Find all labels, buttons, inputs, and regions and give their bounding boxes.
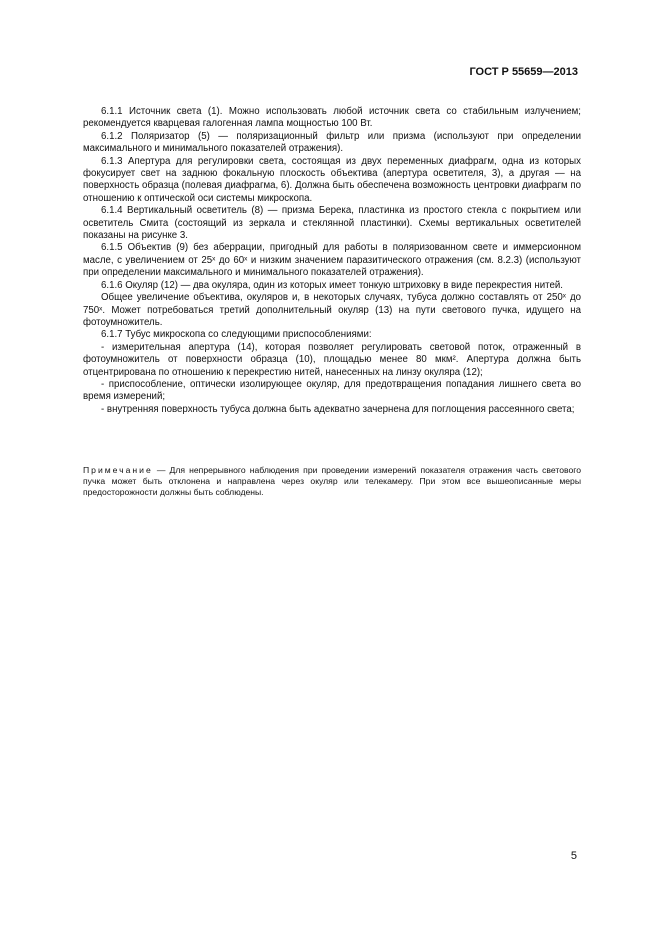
paragraph-6-1-4: 6.1.4 Вертикальный осветитель (8) — призма Берека, пластинка из простого стекла с покрытием или осветитель Смита (состоящий из зеркала и стеклянной пластинки). Схемы вертикальных осветителей показаны на рисунке 3. <box>83 205 581 242</box>
list-item-eyepiece-isolation: - приспособление, оптически изолирующее окуляр, для предотвращения попадания лишнего света во время измерений; <box>83 378 581 403</box>
paragraph-6-1-6: 6.1.6 Окуляр (12) — два окуляра, один из которых имеет тонкую штриховку в виде перекрестия нитей. <box>101 279 563 291</box>
note-text: — Для непрерывного наблюдения при проведении измерений показателя отражения часть светового пучка может быть отклонена и направлена через окуляр или телекамеру. При этом все вышеописанные меры предосторожности должны быть соблюдены. <box>83 465 581 497</box>
note-label: Примечание <box>83 465 153 475</box>
paragraph-6-1-5: 6.1.5 Объектив (9) без аберрации, пригодный для работы в поляризованном свете и иммерсионном масле, с увеличением от 25ˣ до 60ˣ и низким значением паразитического отражения (см. 8.2.3) (используют при определении максимального и минимального показателей отражения). <box>83 242 581 279</box>
paragraph-6-1-7: 6.1.7 Тубус микроскопа со следующими приспособлениями: <box>101 329 372 341</box>
paragraph-6-1-3: 6.1.3 Апертура для регулировки света, состоящая из двух переменных диафрагм, одна из которых фокусирует свет на заднюю фокальную плоскость объектива (апертура осветителя, 3), а другая — на поверхность образца (полевая диафрагма, 6). Должна быть обеспечена возможность центровки диафрагм по отношению к оптической оси системы микроскопа. <box>83 155 581 204</box>
document-id-header: ГОСТ Р 55659—2013 <box>469 66 578 78</box>
list-item-measuring-aperture: - измерительная апертура (14), которая позволяет регулировать световой поток, отраженный в фотоумножитель от поверхности образца (10), площадью менее 80 мкм². Апертура должна быть отцентрирована по отношению к перекрестию нитей, нанесенных на линзу окуляра (12); <box>83 341 581 378</box>
document-body <box>83 106 581 416</box>
page-number: 5 <box>570 850 577 862</box>
note-paragraph <box>83 465 581 498</box>
note-block <box>83 465 581 498</box>
paragraph-6-1-1: 6.1.1 Источник света (1). Можно использовать любой источник света со стабильным излучением; рекомендуется кварцевая галогенная лампа мощностью 100 Вт. <box>83 106 581 130</box>
paragraph-6-1-2: 6.1.2 Поляризатор (5) — поляризационный фильтр или призма (используют при определении максимального и минимального показателей отражения). <box>83 130 581 155</box>
paragraph-total-magnification: Общее увеличение объектива, окуляров и, в некоторых случаях, тубуса должно составлять от 250ˣ до 750ˣ. Может потребоваться третий дополнительный окуляр (13) на пути светового пучка, идущего на фотоумножитель. <box>83 292 581 328</box>
list-item-tube-blackening: - внутренняя поверхность тубуса должна быть адекватно зачернена для поглощения рассеянного света; <box>101 403 575 415</box>
